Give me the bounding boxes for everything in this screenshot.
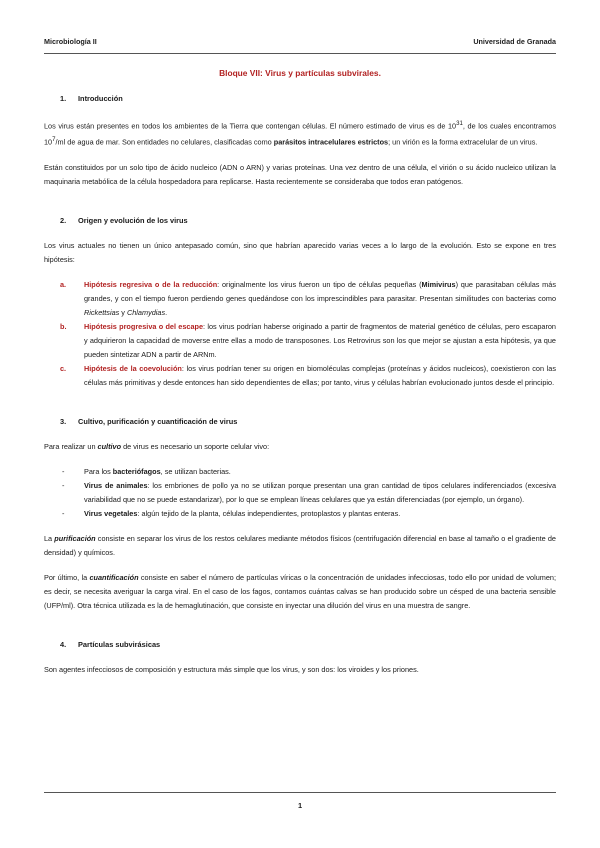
text-run: , de los cuales encontramos 10 [44,121,556,147]
section-heading-introduccion [60,92,556,106]
list-marker: b. [60,321,67,331]
header-rule [44,53,556,54]
list-item [44,479,556,507]
page-number: 1 [297,801,303,810]
bold-term: Mimivirus [421,279,456,289]
text-run: de virus es necesario un soporte celular vivo: [121,441,270,451]
text-run: y [119,307,127,317]
superscript: 31 [456,120,463,127]
italic-term: Chlamydias [126,307,166,317]
paragraph [44,440,556,454]
paragraph [44,117,556,150]
paragraph: Los virus actuales no tienen un único antepasado común, sino que habrían aparecido varias veces a lo largo de la evolución. Esto se expone en tres hipótesis: [44,240,556,264]
bold-term: bacteriófagos [112,466,161,476]
hypothesis-title: Hipótesis progresiva o del escape [84,321,204,331]
bold-term: Virus vegetales [84,508,138,518]
text-run: consiste en saber el número de partículas víricas o la concentración de unidades infecciosas, todo ello por unidad de volumen; es decir, se necesita averiguar la carga viral. En el caso de los fagos, contamos cuántas calvas se han producido sobre un césped de una bacteria sensible (UFP/ml). Otra técnica utilizada es la de hemaglutinación, que consiste en inyectar una dilución del virus en una muestra de sangre. [44,572,557,610]
document-body [44,66,556,688]
culture-list [44,465,556,521]
bold-italic-term: cuantificación [89,572,139,582]
section-title: Cultivo, purificación y cuantificación de virus [78,416,238,426]
section-title: Partículas subvirásicas [78,639,161,649]
list-item [44,507,556,521]
section-heading-origen [60,214,556,228]
list-marker: a. [60,279,67,289]
list-marker: - [62,480,65,490]
section-title: Introducción [78,94,123,103]
bold-italic-term: purificación [54,533,96,543]
text-run: : algún tejido de la planta, células independientes, protoplastos y plantas enteras. [137,508,401,518]
list-marker: - [62,466,65,476]
text-run: : los virus podrían haberse originado a partir de fragmentos de material genético de células, pero escaparon y adquirieron la capacidad de moverse entre ellas a modo de transposones. Los Retrovirus son los que mejor se ajustan a esta hipótesis, ya que pueden sintetizar ADN a partir de ARNm. [84,321,556,359]
text-run: La [44,533,55,543]
list-item [44,278,556,320]
list-marker: c. [60,363,67,373]
hypothesis-title: Hipótesis de la coevolución [84,363,182,373]
text-run: Por último, la [44,572,90,582]
list-marker: - [62,508,65,518]
list-item [44,362,556,390]
text-run: : originalmente los virus fueron un tipo de células pequeñas ( [217,279,422,289]
text-run: , se utilizan bacterias. [160,466,231,476]
paragraph [44,571,556,613]
header-course: Microbiología II [44,37,97,46]
section-number: 1. [60,94,67,103]
section-number: 2. [60,215,67,225]
footer-rule [44,792,556,793]
section-number: 4. [60,639,67,649]
text-run: . [165,307,168,317]
text-run: : los virus podrían tener su origen en biomoléculas complejas (proteínas y ácidos nucleicos), coexistieron con las células más primitivas y desde entonces han sido dependientes de ellas; por tanto, virus y células habrían evolucionado juntos desde el principio. [84,363,557,387]
text-run: ; un virión es la forma extracelular de un virus. [388,137,538,147]
document-title: Bloque VII: Virus y partículas subvirales. [219,68,381,78]
section-number: 3. [60,416,67,426]
section-heading-cultivo [60,415,556,429]
paragraph: Son agentes infecciosos de composición y estructura más simple que los virus, y son dos: los viroides y los priones. [44,664,419,674]
bold-term: Virus de animales [84,480,148,490]
text-run: Para los [84,466,113,476]
hypothesis-title: Hipótesis regresiva o de la reducción [84,279,218,289]
paragraph [44,532,556,560]
list-item [44,465,556,479]
text-run: /ml de agua de mar. Son entidades no celulares, clasificadas como [55,137,274,147]
text-run: consiste en separar los virus de los restos celulares mediante métodos físicos (centrifugación diferencial en base al tamaño o el gradiente de densidad) y químicos. [44,533,556,557]
text-run: ) que parasitaban células más grandes, y con el tiempo fueron perdiendo genes quedándose con los imprescindibles para parasitar. Presentan similitudes con bacterias como [84,279,556,303]
bold-term: parásitos intracelulares estrictos [273,137,389,147]
hypothesis-list [44,278,556,390]
text-run: Para realizar un [44,441,98,451]
section-heading-particulas [60,638,556,652]
paragraph: Están constituidos por un solo tipo de ácido nucleico (ADN o ARN) y varias proteínas. Una vez dentro de una célula, el virión o su ácido nucleico utilizan la maquinaria metabólica de la célula hospedadora para replicarse. Hasta recientemente se consideraba que todos eran patógenos. [44,162,556,186]
bold-italic-term: cultivo [97,441,122,451]
list-item [44,320,556,362]
text-run: : los embriones de pollo ya no se utilizan porque presentan una gran cantidad de tipos celulares indiferenciados (excesiva variabilidad que no se puede estandarizar), por lo que se emplean líneas celulares que ya están diferenciadas (por ejemplo, un órgano). [84,480,556,504]
header-university: Universidad de Granada [473,37,556,46]
italic-term: Rickettsias [84,307,120,317]
section-title: Origen y evolución de los virus [78,215,188,225]
superscript: 7 [52,136,56,144]
text-run: Los virus están presentes en todos los ambientes de la Tierra que contengan células. El número estimado de virus es de 10 [44,121,457,131]
